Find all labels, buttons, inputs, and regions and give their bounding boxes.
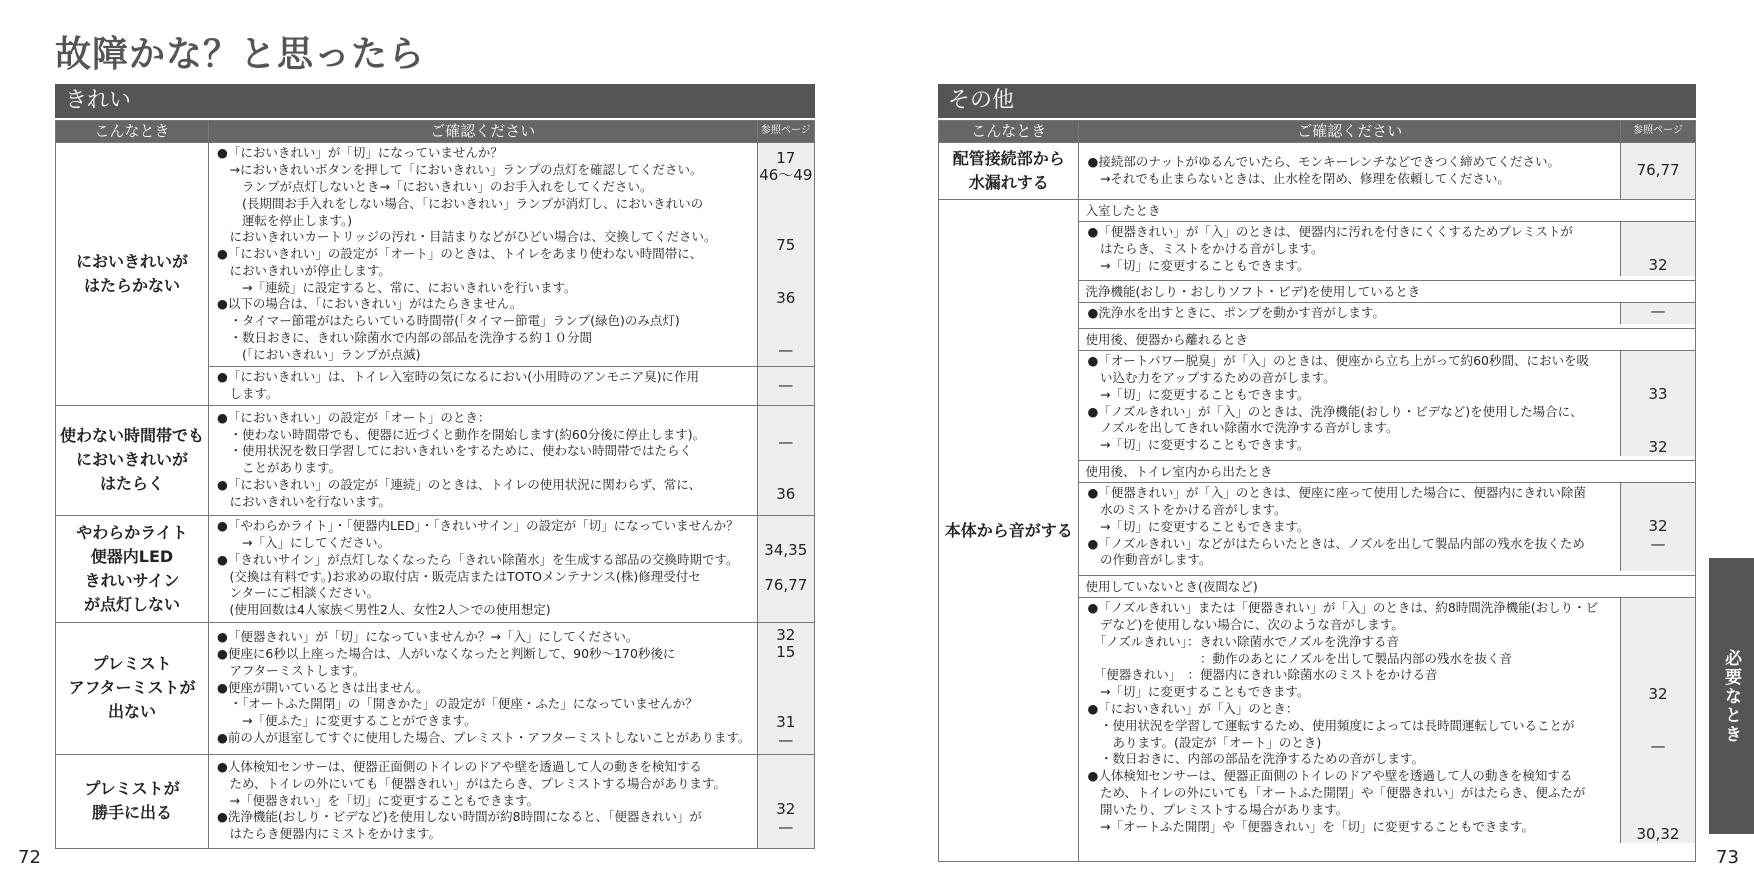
check-text: ●「オートパワー脱臭」が「入」のときは、便座から立ち上がって約60秒間、においを吸 い込む力をアップするための音がします。 →「切」に変更することもできます。 ●「ノズルきれい」が「入」のときは、洗浄機能(おしり・ビデなど)を使用した場合に、 ノズルを出してきれい除菌水で洗浄する音がします。 →「切」に変更することもできます。 [1087,353,1590,453]
check-text: ●「ノズルきれい」または「便器きれい」が「入」のときは、約8時間洗浄機能(おしり・ビ デなど)を使用しない場合に、次のような音がします。 「ノズルきれい」：きれい除菌水でノズルを洗浄する音 ：動作のあとにノズルを出して製品内部の残水を抜く音 「便器きれい」 ：便器内にきれい除菌水のミストをかける音 →「切」に変更することもできます。 ●「においきれい」が「入」のとき： ・使用状況を学習して運転するため、使用頻度によっては長時間運転していることが あります。(設定が「オート」のとき) ・数日おきに、内部の部品を洗浄するための音がします。 ●人体検知センサーは、便器正面側のトイレのドアや壁を透過して人の動きを検知する ため、トイレの外にいても「オートふた開閉」や「便器きれい」がはたらき、便ふたが 開いたり、プレミストする場合があります。 →「オートふた開閉」や「便器きれい」を「切」に変更することもできます。 [1087,600,1599,834]
check-text: ●接続部のナットがゆるんでいたら、モンキーレンチなどできつく締めてください。 →それでも止まらないときは、止水栓を閉め、修理を依頼してください。 [1079,143,1621,200]
group-heading: 入室したとき [1079,200,1695,222]
section-header-kirei: きれい [55,84,815,118]
noise-group [1079,200,1695,280]
ref-pages: — 36 [757,405,814,515]
ref-pages: 33 32 [1620,351,1695,456]
ref-pages: 32 15 31 — [757,622,814,754]
kirei-table [55,120,815,849]
case-mist-self-out: プレミストが 勝手に出る [56,754,209,848]
case-pipe-leak: 配管接続部から 水漏れする [939,143,1079,200]
page-number-left: 72 [18,847,41,868]
page-number-right: 73 [1716,847,1739,868]
noise-group [1079,575,1695,843]
other-table [938,120,1696,862]
case-nioi-working-off-hours: 使わない時間帯でも においきれいが はたらく [56,405,209,515]
check-text: ●「においきれい」が「切」になっていませんか？ →においきれいボタンを押して「においきれい」ランプの点灯を確認してください。 ランプが点灯しないとき→「においきれい」のお手入れをしてください。 (長期間お手入れをしない場合、「においきれい」ランプが消灯し、においきれいの 運転を停止します。) においきれいカートリッジの汚れ・目詰まりなどがひどい場合は、交換してください。 ●「においきれい」の設定が「オート」のときは、トイレをあまり使わない時間帯に、 においきれいが停止します。 →「連続」に設定すると、常に、においきれいを行います。 ●以下の場合は、「においきれい」がはたらきません。 ・タイマー節電がはたらいている時間帯(「タイマー節電」ランプ(緑色)のみ点灯) ・数日おきに、きれい除菌水で内部の部品を洗浄する約１０分間 (「においきれい」ランプが点滅) [209,143,758,367]
check-text: ●「においきれい」の設定が「オート」のとき： ・使わない時間帯でも、便器に近づくと動作を開始します(約60分後に停止します)。 ・使用状況を数日学習してにおいきれいをするために、使わない時間帯ではたらく ことがあります。 ●「においきれい」の設定が「連続」のときは、トイレの使用状況に関わらず、常に、 においきれいを行ないます。 [209,405,758,515]
case-light-not-on: やわらかライト 便器内LED きれいサイン が点灯しない [56,515,209,622]
ref-pages: 76,77 [1621,143,1696,200]
group-heading: 使用していないとき(夜間など) [1079,576,1695,598]
page-title: 故障かな？と思ったら [55,34,426,75]
ref-pages: 32 — [757,754,814,848]
check-text: ●「やわらかライト」・「便器内LED」・「きれいサイン」の設定が「切」になっていませんか？ →「入」にしてください。 ●「きれいサイン」が点灯しなくなったら「きれい除菌水」を生成する部品の交換時期です。 (交換は有料です。)お求めの取付店・販売店またはTOTOメンテナンス(株)修理受付セ ンターにご相談ください。 (使用回数は4人家族＜男性2人、女性2人＞での使用想定) [209,515,758,622]
ref-pages: 17 46～49 75 36 — [757,143,814,367]
check-text: ●「便器きれい」が「入」のときは、便器内に汚れを付きにくくするためプレミストが はたらき、ミストをかける音がします。 →「切」に変更することもできます。 [1087,224,1573,273]
check-text: ●「便器きれい」が「切」になっていませんか？→「入」にしてください。 ●便座に6秒以上座った場合は、人がいなくなったと判断して、90秒～170秒後に アフターミストします。 ●便座が開いているときは出ません。 ・「オートふた開閉」の「開きかた」の設定が「便座・ふた」になっていませんか？ →「便ふた」に変更することができます。 ●前の人が退室してすぐに使用した場合、プレミスト・アフターミストしないことがあります。 [209,622,758,754]
ref-pages: 32 — 30,32 [1620,598,1695,843]
check-text: ●「においきれい」は、トイレ入室時の気になるにおい(小用時のアンモニア臭)に作用 します。 [209,367,758,406]
check-text: ●人体検知センサーは、便器正面側のトイレのドアや壁を透過して人の動きを検知する ため、トイレの外にいても「便器きれい」がはたらき、プレミストする場合があります。 →「便器きれい」を「切」に変更することもできます。 ●洗浄機能(おしり・ビデなど)を使用しない時間が約8時間になると、「便器きれい」が はたらき便器内にミストをかけます。 [209,754,758,848]
header-check: ご確認ください [209,121,758,143]
group-heading: 洗浄機能(おしり・おしりソフト・ビデ)を使用しているとき [1079,281,1695,303]
ref-pages: 32 — [1620,483,1695,571]
noise-group [1079,328,1695,460]
ref-pages: 34,35 76,77 [757,515,814,622]
check-text: ●「便器きれい」が「入」のときは、便座に座って使用した場合に、便器内にきれい除菌 水のミストをかける音がします。 →「切」に変更することもできます。 ●「ノズルきれい」などがはたらいたときは、ノズルを出して製品内部の残水を抜くため の作動音がします。 [1087,485,1586,568]
noise-groups [1079,200,1695,843]
case-mist-not-out: プレミスト アフターミストが 出ない [56,622,209,754]
noise-group [1079,280,1695,328]
header-when: こんなとき [56,121,209,143]
case-nioi-not-working: においきれいが はたらかない [56,143,209,406]
ref-pages: 32 [1620,222,1695,276]
group-heading: 使用後、便器から離れるとき [1079,329,1695,351]
ref-pages: — [757,367,814,406]
ref-pages: — [1620,303,1695,324]
header-ref: 参照ページ [757,121,814,143]
section-header-other: その他 [938,84,1696,118]
check-text: ●洗浄水を出すときに、ポンプを動かす音がします。 [1087,305,1385,321]
group-heading: 使用後、トイレ室内から出たとき [1079,461,1695,483]
noise-group [1079,460,1695,575]
case-noise: 本体から音がする [939,200,1079,862]
header-check: ご確認ください [1079,121,1621,143]
header-ref: 参照ページ [1621,121,1696,143]
header-when: こんなとき [939,121,1079,143]
side-tab: 必要なとき [1709,558,1754,834]
